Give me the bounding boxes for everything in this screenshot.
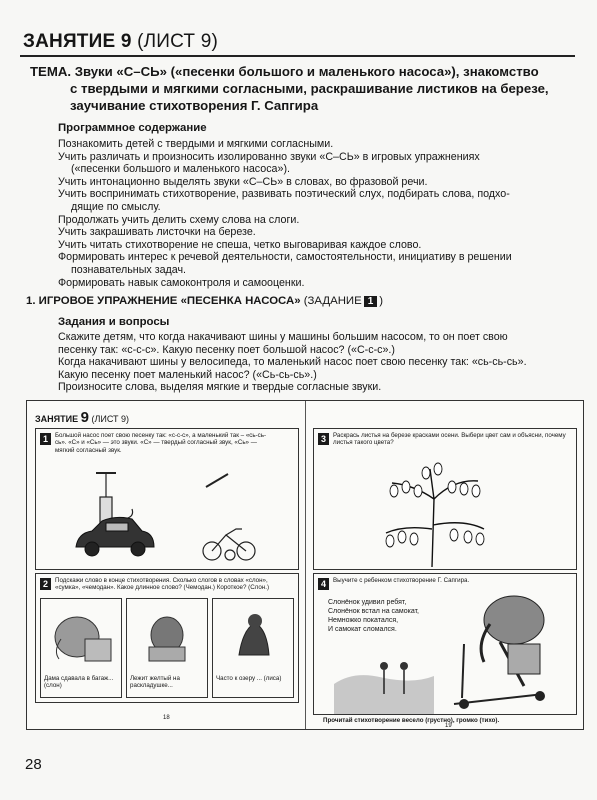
workbook-lesson-sheet: (ЛИСТ 9) [91,414,130,424]
question-line: Когда накачивают шины у велосипеда, то маленький насос поет свою песенку так: «сь-сь-сь». [58,356,527,369]
task-3-text: Раскрась листья на березе красками осени. Выбери цвет сам и объясни, почему листья такого цвета? [333,432,566,447]
picture-caption-2: Лежит желтый на раскладушке... [130,675,180,690]
fox-icon [213,599,293,669]
picture-caption-3: Часто к озеру ... (лиса) [216,675,282,682]
topic [30,63,570,114]
workbook-lesson-bold: ЗАНЯТИЕ [35,414,79,424]
workbook-spread [26,400,584,730]
program-item: Учить различать и произносить изолированно звуки «С–СЬ» в игровых упражнениях [58,150,480,163]
program-item: («песенки большого и маленького насоса»). [71,163,290,176]
topic-line-1: ТЕМА. Звуки «С–СЬ» («песенки большого и маленького насоса»), знакомство [30,64,539,79]
lying-animal-icon [127,599,207,669]
exercise-1-title-text: 1. ИГРОВОЕ УПРАЖНЕНИЕ «ПЕСЕНКА НАСОСА» [26,295,301,307]
elephant-luggage-icon [41,599,121,669]
elephant-scooter-icon [314,574,576,714]
tricycle-icon [203,529,255,560]
task-3-frame [313,428,577,570]
lesson-title [23,31,218,53]
poem-note: Прочитай стихотворение весело (грустно), громко (тихо). [323,717,500,724]
question-line: Произносите слова, выделяя мягкие и твердые согласные звуки. [58,381,382,394]
lesson-sheet: (ЛИСТ 9) [137,31,218,52]
poem-line: Слонёнок удивил ребят, [328,599,407,606]
program-list [58,138,578,289]
header-rule [20,55,575,57]
task-1-frame [35,428,299,570]
poem-line: Слонёнок встал на самокат, [328,608,419,615]
picture-panel-3 [212,598,294,698]
program-item: Формировать навык самоконтроля и самооценки. [58,276,305,289]
exercise-1-task-label: (ЗАДАНИЕ [303,295,362,307]
picture-caption-1: Дама сдавала в багаж... (слон) [44,675,114,690]
task-4-number: 4 [318,578,329,590]
small-pump-icon [206,474,228,487]
program-item: дящие по смыслу. [71,200,161,213]
question-line: песенку так: «с-с-с». Какую песенку поет большой насос? («С-с-с».) [58,343,395,356]
task-4-text: Выучите с ребенком стихотворение Г. Сапгира. [333,577,470,584]
exercise-1-title [26,295,383,307]
lesson-title-bold: ЗАНЯТИЕ 9 [23,31,132,52]
workbook-lesson-number: 9 [80,409,89,426]
exercise-1-task-close: ) [379,295,384,307]
topic-line-3: заучивание стихотворения Г. Сапгира [70,98,319,113]
program-item: Формировать интерес к речевой деятельности, самостоятельности, инициативу в решении [58,251,512,264]
question-line: Какую песенку поет маленький насос? («Сь-сь-сь».) [58,368,317,381]
picture-panel-1 [40,598,122,698]
task-2-frame [35,573,299,703]
poem-line: Немножко покатался, [328,617,399,624]
task-4-frame [313,573,577,715]
book-spine [305,401,306,729]
task-1-number: 1 [40,433,51,445]
topic-line-2: с твердыми и мягкими согласными, раскрашивание листиков на березе, [70,81,549,96]
questions-heading: Задания и вопросы [58,316,170,328]
task-1-illustrations [36,429,298,569]
workbook-left-page-number: 18 [163,715,170,721]
poem-line: И самокат сломался. [328,626,397,633]
program-item: Учить читать стихотворение не спеша, четко выговаривая каждое слово. [58,238,422,251]
program-item: Продолжать учить делить схему слова на слоги. [58,213,300,226]
task-3-number: 3 [318,433,329,445]
workbook-lesson-title [35,409,129,426]
task-2-text: Подскажи слово в конце стихотворения. Сколько слогов в словах «слон», «сумка», «чемодан». Какое длинное слово? (Чемодан.) Короткое? (Слон.) [55,577,270,592]
program-item: Учить интонационно выделять звуки «С–СЬ» в словах, во фразовой речи. [58,175,428,188]
program-item: Учить закрашивать листочки на березе. [58,226,256,239]
workbook-right-page-number: 19 [445,723,452,729]
page-number: 28 [25,756,42,773]
task-2-number: 2 [40,578,51,590]
birch-tree-icon [314,429,576,569]
task-number-badge: 1 [364,296,378,307]
task-1-text: Большой насос поет свою песенку так: «с-с-с», а маленький так – «сь-сь-сь». «С» и «Сь» — это звуки. «С» — твердый согласный звук, «Сь» — мягкий согласный звук. [55,432,267,454]
program-heading: Программное содержание [58,122,207,134]
picture-panel-2 [126,598,208,698]
car-icon [76,517,154,556]
program-item: Познакомить детей с твердыми и мягкими согласными. [58,138,334,150]
question-line: Скажите детям, что когда накачивают шины у машины большим насосом, то он поет свою [58,331,508,343]
program-item: Учить воспринимать стихотворение, развивать поэтический слух, подбирать слова, подхо- [58,188,510,201]
program-item: познавательных задач. [71,263,187,276]
questions-list [58,331,583,394]
